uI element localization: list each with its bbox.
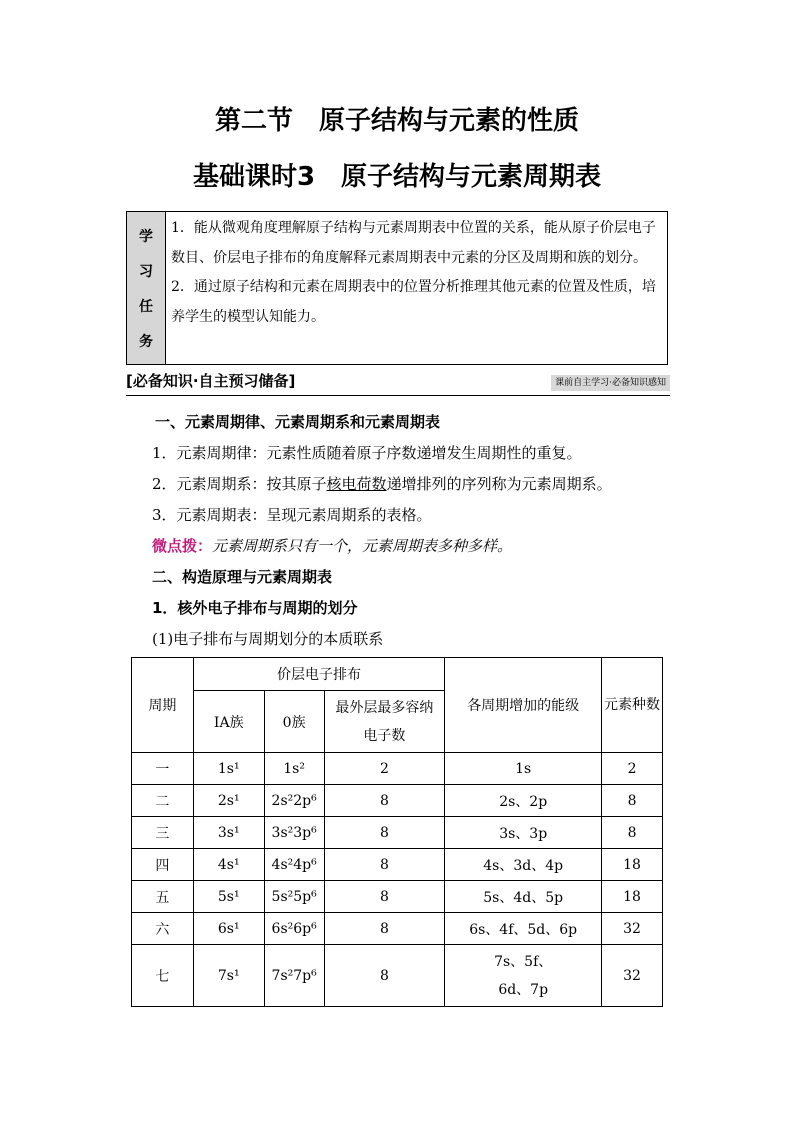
heading-2: 二、构造原理与元素周期表 — [152, 568, 333, 586]
paragraph-3: 3．元素周期表：呈现元素周期系的表格。 — [152, 506, 432, 524]
header-period: 周期 — [132, 658, 194, 753]
table-row — [132, 817, 663, 849]
cell-period: 四 — [132, 849, 194, 881]
cell-group0: 6s²6p⁶ — [264, 913, 324, 945]
cell-levels: 3s、3p — [445, 817, 602, 849]
cell-count: 32 — [602, 913, 663, 945]
cell-group0: 4s²4p⁶ — [264, 849, 324, 881]
header-levels: 各周期增加的能级 — [445, 658, 602, 753]
cell-max: 8 — [324, 913, 445, 945]
cell-group0: 2s²2p⁶ — [264, 785, 324, 817]
cell-max: 8 — [324, 785, 445, 817]
paragraph-2-underline: 核电荷数 — [326, 475, 387, 493]
cell-levels: 4s、3d、4p — [445, 849, 602, 881]
header-group0: 0族 — [264, 691, 324, 753]
paragraph-2 — [152, 473, 612, 494]
cell-group1: 4s¹ — [193, 849, 264, 881]
paragraph-2-end: 递增排列的序列称为元素周期系。 — [386, 475, 612, 493]
header-count: 元素种数 — [602, 658, 663, 753]
table-row — [132, 753, 663, 785]
task-item: 2．通过原子结构和元素在周期表中的位置分析推理其他元素的位置及性质，培养学生的模型认知能力。 — [171, 279, 656, 325]
table-row — [132, 881, 663, 913]
table-row — [132, 785, 663, 817]
cell-max: 8 — [324, 849, 445, 881]
cell-count: 32 — [602, 945, 663, 1007]
heading-4: (1)电子排布与周期划分的本质联系 — [152, 630, 384, 648]
learning-tasks-text — [171, 214, 661, 332]
learning-tasks-box — [126, 211, 668, 365]
cell-levels: 1s — [445, 753, 602, 785]
table-header-row — [132, 658, 663, 691]
tip-text: 元素周期系只有一个，元素周期表多种多样。 — [212, 537, 513, 555]
heading-3: 1．核外电子排布与周期的划分 — [152, 599, 358, 617]
section-bar — [126, 369, 670, 396]
cell-group1: 3s¹ — [193, 817, 264, 849]
cell-levels: 5s、4d、5p — [445, 881, 602, 913]
cell-max: 8 — [324, 817, 445, 849]
tip — [152, 535, 512, 556]
cell-group0: 5s²5p⁶ — [264, 881, 324, 913]
cell-group1: 1s¹ — [193, 753, 264, 785]
header-valence: 价层电子排布 — [193, 658, 444, 691]
cell-max: 8 — [324, 945, 445, 1007]
task-label-char: 任 — [139, 299, 153, 315]
period-table — [131, 657, 663, 1007]
cell-period: 六 — [132, 913, 194, 945]
header-group1: ⅠA族 — [193, 691, 264, 753]
task-label-char: 学 — [139, 229, 153, 245]
cell-count: 18 — [602, 849, 663, 881]
cell-period: 一 — [132, 753, 194, 785]
paragraph-1: 1．元素周期律：元素性质随着原子序数递增发生周期性的重复。 — [152, 444, 582, 462]
section-bar-title: [必备知识·自主预习储备] — [126, 372, 296, 390]
cell-count: 8 — [602, 785, 663, 817]
cell-period: 七 — [132, 945, 194, 1007]
lesson-title: 基础课时3 原子结构与元素周期表 — [192, 162, 602, 192]
cell-group0: 1s² — [264, 753, 324, 785]
cell-group1: 7s¹ — [193, 945, 264, 1007]
cell-levels: 7s、5f、6d、7p — [445, 945, 602, 1007]
cell-count: 2 — [602, 753, 663, 785]
cell-period: 二 — [132, 785, 194, 817]
cell-group1: 6s¹ — [193, 913, 264, 945]
learning-tasks-label — [127, 212, 166, 364]
table-row — [132, 913, 663, 945]
cell-group0: 3s²3p⁶ — [264, 817, 324, 849]
cell-period: 五 — [132, 881, 194, 913]
cell-levels: 6s、4f、5d、6p — [445, 913, 602, 945]
cell-count: 18 — [602, 881, 663, 913]
paragraph-2-start: 2．元素周期系：按其原子 — [152, 475, 327, 493]
cell-count: 8 — [602, 817, 663, 849]
cell-max: 2 — [324, 753, 445, 785]
section-title: 第二节 原子结构与元素的性质 — [214, 106, 579, 136]
section-bar-tag: 课前自主学习·必备知识感知 — [551, 375, 670, 391]
cell-group0: 7s²7p⁶ — [264, 945, 324, 1007]
header-max: 最外层最多容纳电子数 — [324, 691, 445, 753]
heading-1: 一、元素周期律、元素周期系和元素周期表 — [155, 413, 441, 431]
cell-period: 三 — [132, 817, 194, 849]
cell-group1: 5s¹ — [193, 881, 264, 913]
table-row — [132, 945, 663, 1007]
task-label-char: 务 — [139, 334, 153, 350]
cell-group1: 2s¹ — [193, 785, 264, 817]
task-label-char: 习 — [139, 264, 153, 280]
tip-label: 微点拨： — [152, 537, 213, 555]
table-row — [132, 849, 663, 881]
task-item: 1．能从微观角度理解原子结构与元素周期表中位置的关系，能从原子价层电子数目、价层电子排布的角度解释元素周期表中元素的分区及周期和族的划分。 — [171, 220, 656, 266]
cell-max: 8 — [324, 881, 445, 913]
cell-levels: 2s、2p — [445, 785, 602, 817]
